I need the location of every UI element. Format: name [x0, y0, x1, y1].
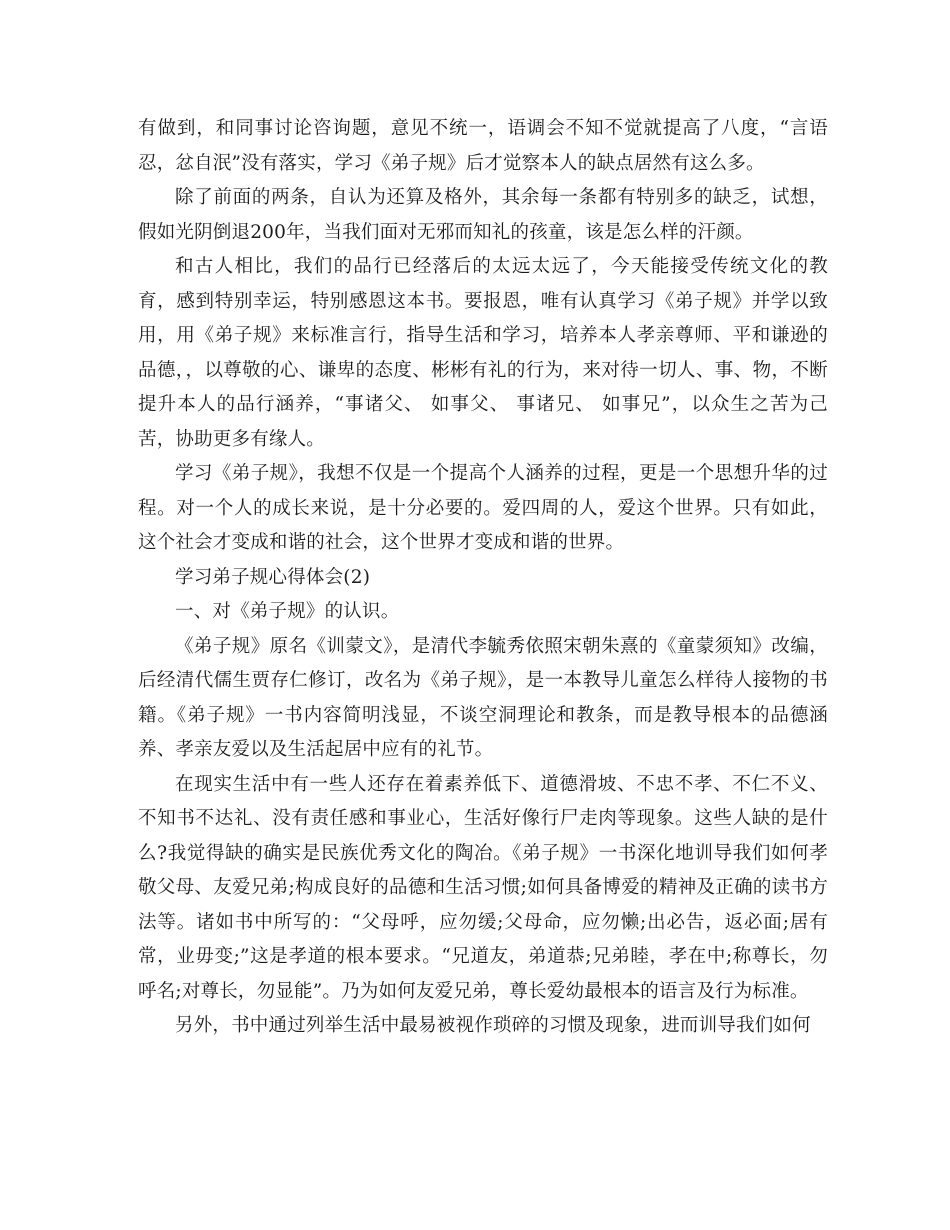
paragraph-1: 有做到，和同事讨论咨询题，意见不统一，语调会不知不觉就提高了八度，“言语忍，忿自泯”没有落实，学习《弟子规》后才觉察本人的缺点居然有这么多。 [138, 118, 828, 174]
paragraph-7: 另外，书中通过列举生活中最易被视作琐碎的习惯及现象，进而训导我们如何 [175, 1015, 811, 1036]
paragraph-5: 《弟子规》原名《训蒙文》，是清代李毓秀依照宋朝朱熹的《童蒙须知》改编，后经清代儒生贾存仁修订，改名为《弟子规》，是一本教导儿童怎么样待人接物的书籍。《弟子规》一书内容简明浅显，不谈空洞理论和教条，而是教导根本的品德涵养、孝亲友爱以及生活起居中应有的礼节。 [138, 635, 828, 760]
paragraph-2: 除了前面的两条，自认为还算及格外，其余每一条都有特别多的缺乏，试想，假如光阴倒退200年，当我们面对无邪而知礼的孩童，该是怎么样的汗颜。 [138, 187, 828, 243]
paragraph-6: 在现实生活中有一些人还存在着素养低下、道德滑坡、不忠不孝、不仁不义、不知书不达礼、没有责任感和事业心，生活好像行尸走肉等现象。这些人缺的是什么?我觉得缺的确实是民族优秀文化的陶冶。《弟子规》一书深化地训导我们如何孝敬父母、友爱兄弟;构成良好的品德和生活习惯;如何具备博爱的精神及正确的读书方法等。诸如书中所写的：“父母呼，应勿缓;父母命，应勿懒;出必告，返必面;居有常，业毋变;”这是孝道的根本要求。“兄道友，弟道恭;兄弟睦，孝在中;称尊长，勿呼名;对尊长，勿显能”。乃为如何友爱兄弟，尊长爱幼最根本的语言及行为标准。 [138, 773, 828, 1002]
paragraph-4: 学习《弟子规》，我想不仅是一个提高个人涵养的过程，更是一个思想升华的过程。对一个人的成长来说，是十分必要的。爱四周的人，爱这个世界。只有如此，这个社会才变成和谐的社会，这个世界才变成和谐的世界。 [138, 463, 828, 553]
document-body [138, 112, 828, 1044]
paragraph-3: 和古人相比，我们的品行已经落后的太远太远了，今天能接受传统文化的教育，感到特别幸运，特别感恩这本书。要报恩，唯有认真学习《弟子规》并学以致用，用《弟子规》来标准言行，指导生活和学习，培养本人孝亲尊师、平和谦逊的品德，，以尊敬的心、谦卑的态度、彬彬有礼的行为，来对待一切人、事、物，不断提升本人的品行涵养，“事诸父、 如事父、 事诸兄、 如事兄”，以众生之苦为己苦，协助更多有缘人。 [138, 256, 828, 450]
subsection-heading: 一、对《弟子规》的认识。 [175, 601, 400, 622]
section-heading: 学习弟子规心得体会(2) [175, 566, 371, 588]
